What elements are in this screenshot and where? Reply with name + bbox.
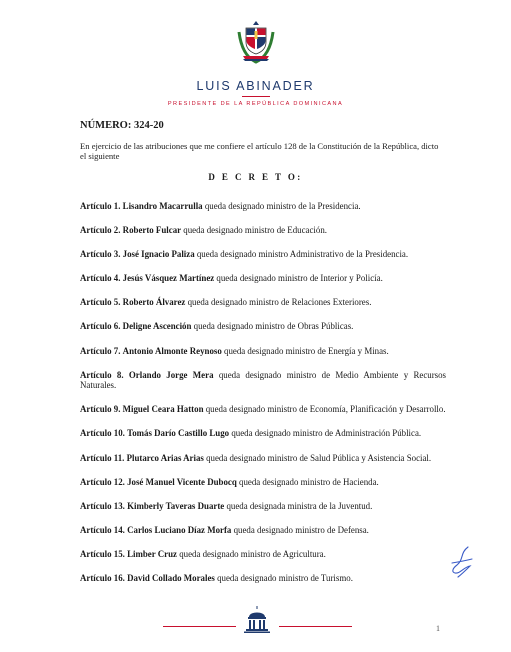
article-label: Artículo 2. — [80, 225, 121, 236]
article-7 — [80, 346, 446, 357]
article-text: queda designado ministro de Interior y Policía. — [216, 273, 383, 284]
article-15 — [80, 549, 446, 560]
palace-emblem-icon — [240, 604, 274, 634]
signature-icon — [446, 543, 476, 583]
article-16 — [80, 573, 446, 584]
article-text: queda designado ministro Administrativo de la Presidencia. — [196, 249, 409, 260]
article-label: Artículo 8. — [80, 369, 124, 380]
article-label: Artículo 13. — [80, 500, 125, 511]
article-text: queda designado ministro de Salud Pública y Asistencia Social. — [206, 452, 432, 463]
article-text: queda designado ministro de Obras Públicas. — [193, 321, 354, 332]
article-14 — [80, 525, 446, 536]
decree-number: NÚMERO: 324-20 — [80, 120, 164, 131]
president-office: PRESIDENTE DE LA REPÚBLICA DOMINICANA — [167, 101, 344, 107]
article-person: Lisandro Macarrulla — [122, 201, 203, 211]
coat-of-arms-icon — [235, 18, 277, 66]
article-person: Miguel Ceara Hatton — [122, 404, 204, 415]
article-text: queda designado ministro de Relaciones Exteriores. — [187, 297, 372, 308]
article-text: queda designado ministro de Administración Pública. — [231, 428, 422, 439]
article-4 — [80, 273, 446, 284]
article-1 — [80, 201, 446, 212]
article-text: queda designado ministro de Turismo. — [217, 573, 353, 583]
article-8 — [80, 370, 446, 391]
article-label: Artículo 6. — [80, 321, 121, 332]
article-text: queda designado ministro de Energía y Minas. — [224, 345, 389, 356]
article-text: queda designado ministro de Defensa. — [233, 524, 369, 535]
article-person: Roberto Fulcar — [122, 225, 182, 236]
article-person: Limber Cruz — [127, 548, 177, 559]
article-text: queda designada ministra de la Juventud. — [226, 500, 373, 511]
article-label: Artículo 15. — [80, 548, 125, 559]
article-person: Kimberly Taveras Duarte — [127, 500, 225, 511]
article-text: queda designado ministro de Agricultura. — [179, 548, 326, 559]
article-text: queda designado ministro de Educación. — [183, 225, 327, 236]
article-label: Artículo 14. — [80, 524, 125, 535]
footer-divider-left — [163, 626, 236, 627]
article-person: Roberto Álvarez — [122, 297, 186, 308]
article-person: José Manuel Vicente Dubocq — [127, 476, 237, 487]
article-label: Artículo 16. — [80, 573, 125, 583]
article-6 — [80, 321, 446, 332]
article-label: Artículo 11. — [80, 452, 125, 463]
article-label: Artículo 3. — [80, 249, 121, 260]
decree-preamble: En ejercicio de las atribuciones que me confiere el artículo 128 de la Constitución de la República, dicto el siguiente — [80, 141, 439, 162]
article-person: Antonio Almonte Reynoso — [122, 345, 222, 356]
article-label: Artículo 12. — [80, 476, 125, 487]
footer-divider-right — [279, 626, 352, 627]
article-2 — [80, 225, 446, 236]
article-label: Artículo 4. — [80, 273, 121, 284]
page-number: 1 — [436, 624, 440, 633]
article-person: David Collado Morales — [127, 573, 215, 583]
article-person: Deligne Ascención — [122, 321, 192, 332]
article-3 — [80, 249, 446, 260]
article-label: Artículo 10. — [80, 428, 125, 439]
article-person: Orlando Jorge Mera — [128, 369, 214, 380]
article-person: Carlos Luciano Díaz Morfa — [127, 524, 232, 535]
decree-title: D E C R E T O: — [208, 172, 303, 182]
articles-list — [80, 201, 446, 597]
article-11 — [80, 453, 446, 464]
article-person: Tomás Darío Castillo Lugo — [127, 428, 230, 439]
article-text: queda designado ministro de Economía, Planificación y Desarrollo. — [205, 404, 446, 415]
name-divider — [242, 96, 270, 97]
article-person: Plutarco Arias Arias — [126, 452, 204, 463]
article-label: Artículo 5. — [80, 297, 121, 308]
article-10 — [80, 428, 446, 439]
president-name: LUIS ABINADER — [196, 79, 315, 93]
article-12 — [80, 477, 446, 488]
article-label: Artículo 9. — [80, 404, 121, 415]
article-label: Artículo 7. — [80, 345, 121, 356]
article-text: queda designado ministro de Hacienda. — [239, 476, 379, 487]
article-13 — [80, 501, 446, 512]
article-text: queda designado ministro de la Presidencia. — [204, 201, 361, 211]
article-9 — [80, 404, 446, 415]
article-person: José Ignacio Paliza — [122, 249, 195, 260]
article-person: Jesús Vásquez Martínez — [122, 273, 215, 284]
article-5 — [80, 297, 446, 308]
article-text: queda designado ministro de Medio Ambiente y Recursos Naturales. — [80, 369, 446, 391]
article-label: Artículo 1. — [80, 201, 121, 211]
